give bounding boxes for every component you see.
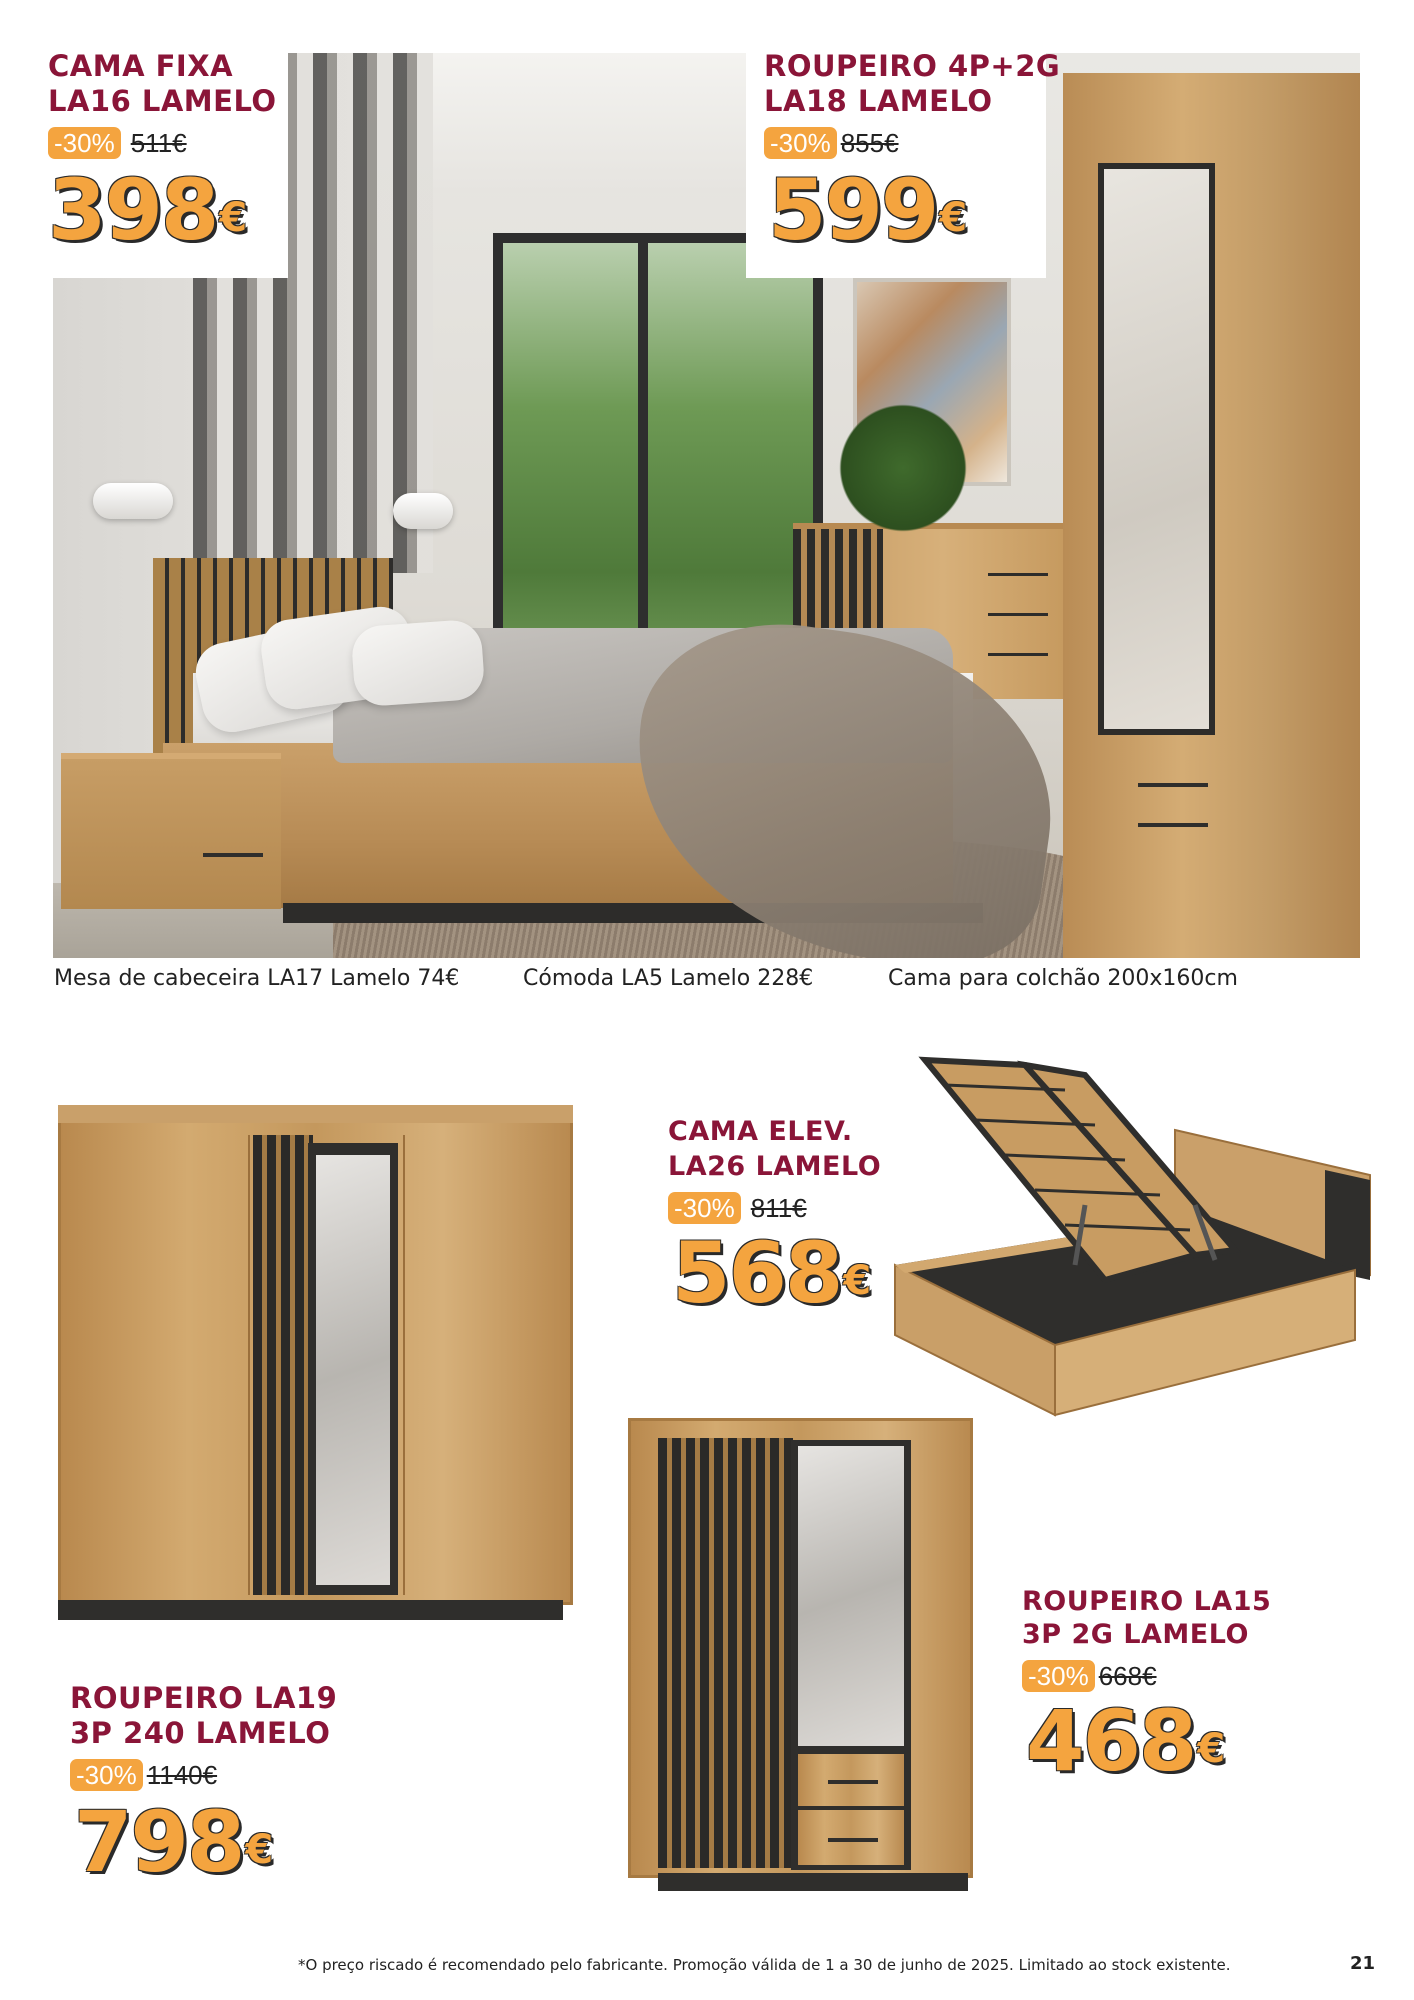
- product-name: CAMA ELEV.: [668, 1116, 853, 1147]
- current-price: 468€: [1026, 1692, 1226, 1790]
- footnote: *O preço riscado é recomendado pelo fabricante. Promoção válida de 1 a 30 de junho de 2025. Limitado ao stock existente.: [298, 1956, 1231, 1974]
- pillow: [350, 619, 485, 708]
- price-row: [48, 127, 187, 159]
- discount-badge: -30%: [70, 1759, 143, 1791]
- caption-mesa-cabeceira: Mesa de cabeceira LA17 Lamelo 74€: [54, 966, 460, 991]
- wardrobe-handle: [1138, 783, 1208, 787]
- caption-cama: Cama para colchão 200x160cm: [888, 966, 1238, 991]
- product-name: LA16 LAMELO: [48, 84, 277, 118]
- product-name: CAMA FIXA: [48, 49, 234, 83]
- wardrobe-door: [403, 1135, 555, 1595]
- caption-comoda: Cómoda LA5 Lamelo 228€: [523, 966, 814, 991]
- wardrobe-plinth: [58, 1600, 563, 1620]
- old-price: 855€: [840, 128, 899, 158]
- current-price: 599€: [768, 161, 968, 259]
- wardrobe-slat-door: [253, 1135, 313, 1595]
- wardrobe-mirror: [798, 1446, 904, 1746]
- potted-plant: [833, 393, 973, 543]
- wardrobe-plinth: [658, 1873, 968, 1891]
- wall-lamp: [93, 483, 173, 519]
- product-image-roupeiro-la15: [628, 1418, 978, 1898]
- drawer-handle: [828, 1838, 878, 1842]
- wardrobe-mirror: [1098, 163, 1215, 735]
- wall-lamp: [393, 493, 453, 529]
- current-price: 568€: [672, 1224, 872, 1322]
- old-price: 1140€: [146, 1760, 218, 1790]
- price-card-cama-fixa: [38, 43, 288, 278]
- discount-badge: -30%: [764, 127, 837, 159]
- price-card-roupeiro-4p2g: [746, 43, 1061, 278]
- wardrobe-handle: [1138, 823, 1208, 827]
- drawer-handle: [988, 653, 1048, 656]
- old-price: 811€: [750, 1193, 807, 1223]
- product-name: ROUPEIRO LA19: [70, 1681, 338, 1715]
- wardrobe-top: [58, 1105, 573, 1123]
- nightstand: [61, 753, 281, 909]
- product-name: ROUPEIRO LA15: [1022, 1586, 1272, 1617]
- storage-bed-illustration: [885, 1055, 1375, 1430]
- price-row: [668, 1192, 807, 1224]
- price-row: [764, 127, 899, 159]
- discount-badge: -30%: [1022, 1660, 1095, 1692]
- product-name: LA26 LAMELO: [668, 1151, 882, 1182]
- wardrobe-slat-door: [658, 1438, 793, 1868]
- price-card-roupeiro-la19: [60, 1675, 360, 1900]
- discount-badge: -30%: [668, 1192, 741, 1224]
- price-card-roupeiro-la15: [1018, 1578, 1318, 1803]
- page-number: 21: [1350, 1953, 1376, 1974]
- product-image-roupeiro-la19: [58, 1105, 573, 1625]
- product-name: 3P 2G LAMELO: [1022, 1619, 1249, 1650]
- current-price: 398€: [48, 161, 248, 259]
- price-card-cama-elev: [660, 1108, 890, 1322]
- price-row: [70, 1759, 217, 1791]
- product-image-cama-elev: [885, 1055, 1375, 1430]
- product-name: LA18 LAMELO: [764, 84, 993, 118]
- drawer-handle: [988, 613, 1048, 616]
- price-row: [1022, 1660, 1157, 1692]
- wardrobe-mirror: [316, 1155, 390, 1585]
- wardrobe-door: [76, 1135, 250, 1595]
- nightstand-handle: [203, 853, 263, 857]
- current-price: 798€: [74, 1793, 274, 1891]
- old-price: 511€: [130, 128, 187, 158]
- product-name: ROUPEIRO 4P+2G: [764, 49, 1061, 83]
- product-name: 3P 240 LAMELO: [70, 1716, 331, 1750]
- discount-badge: -30%: [48, 127, 121, 159]
- old-price: 668€: [1098, 1661, 1157, 1691]
- drawer-handle: [988, 573, 1048, 576]
- drawer-handle: [828, 1780, 878, 1784]
